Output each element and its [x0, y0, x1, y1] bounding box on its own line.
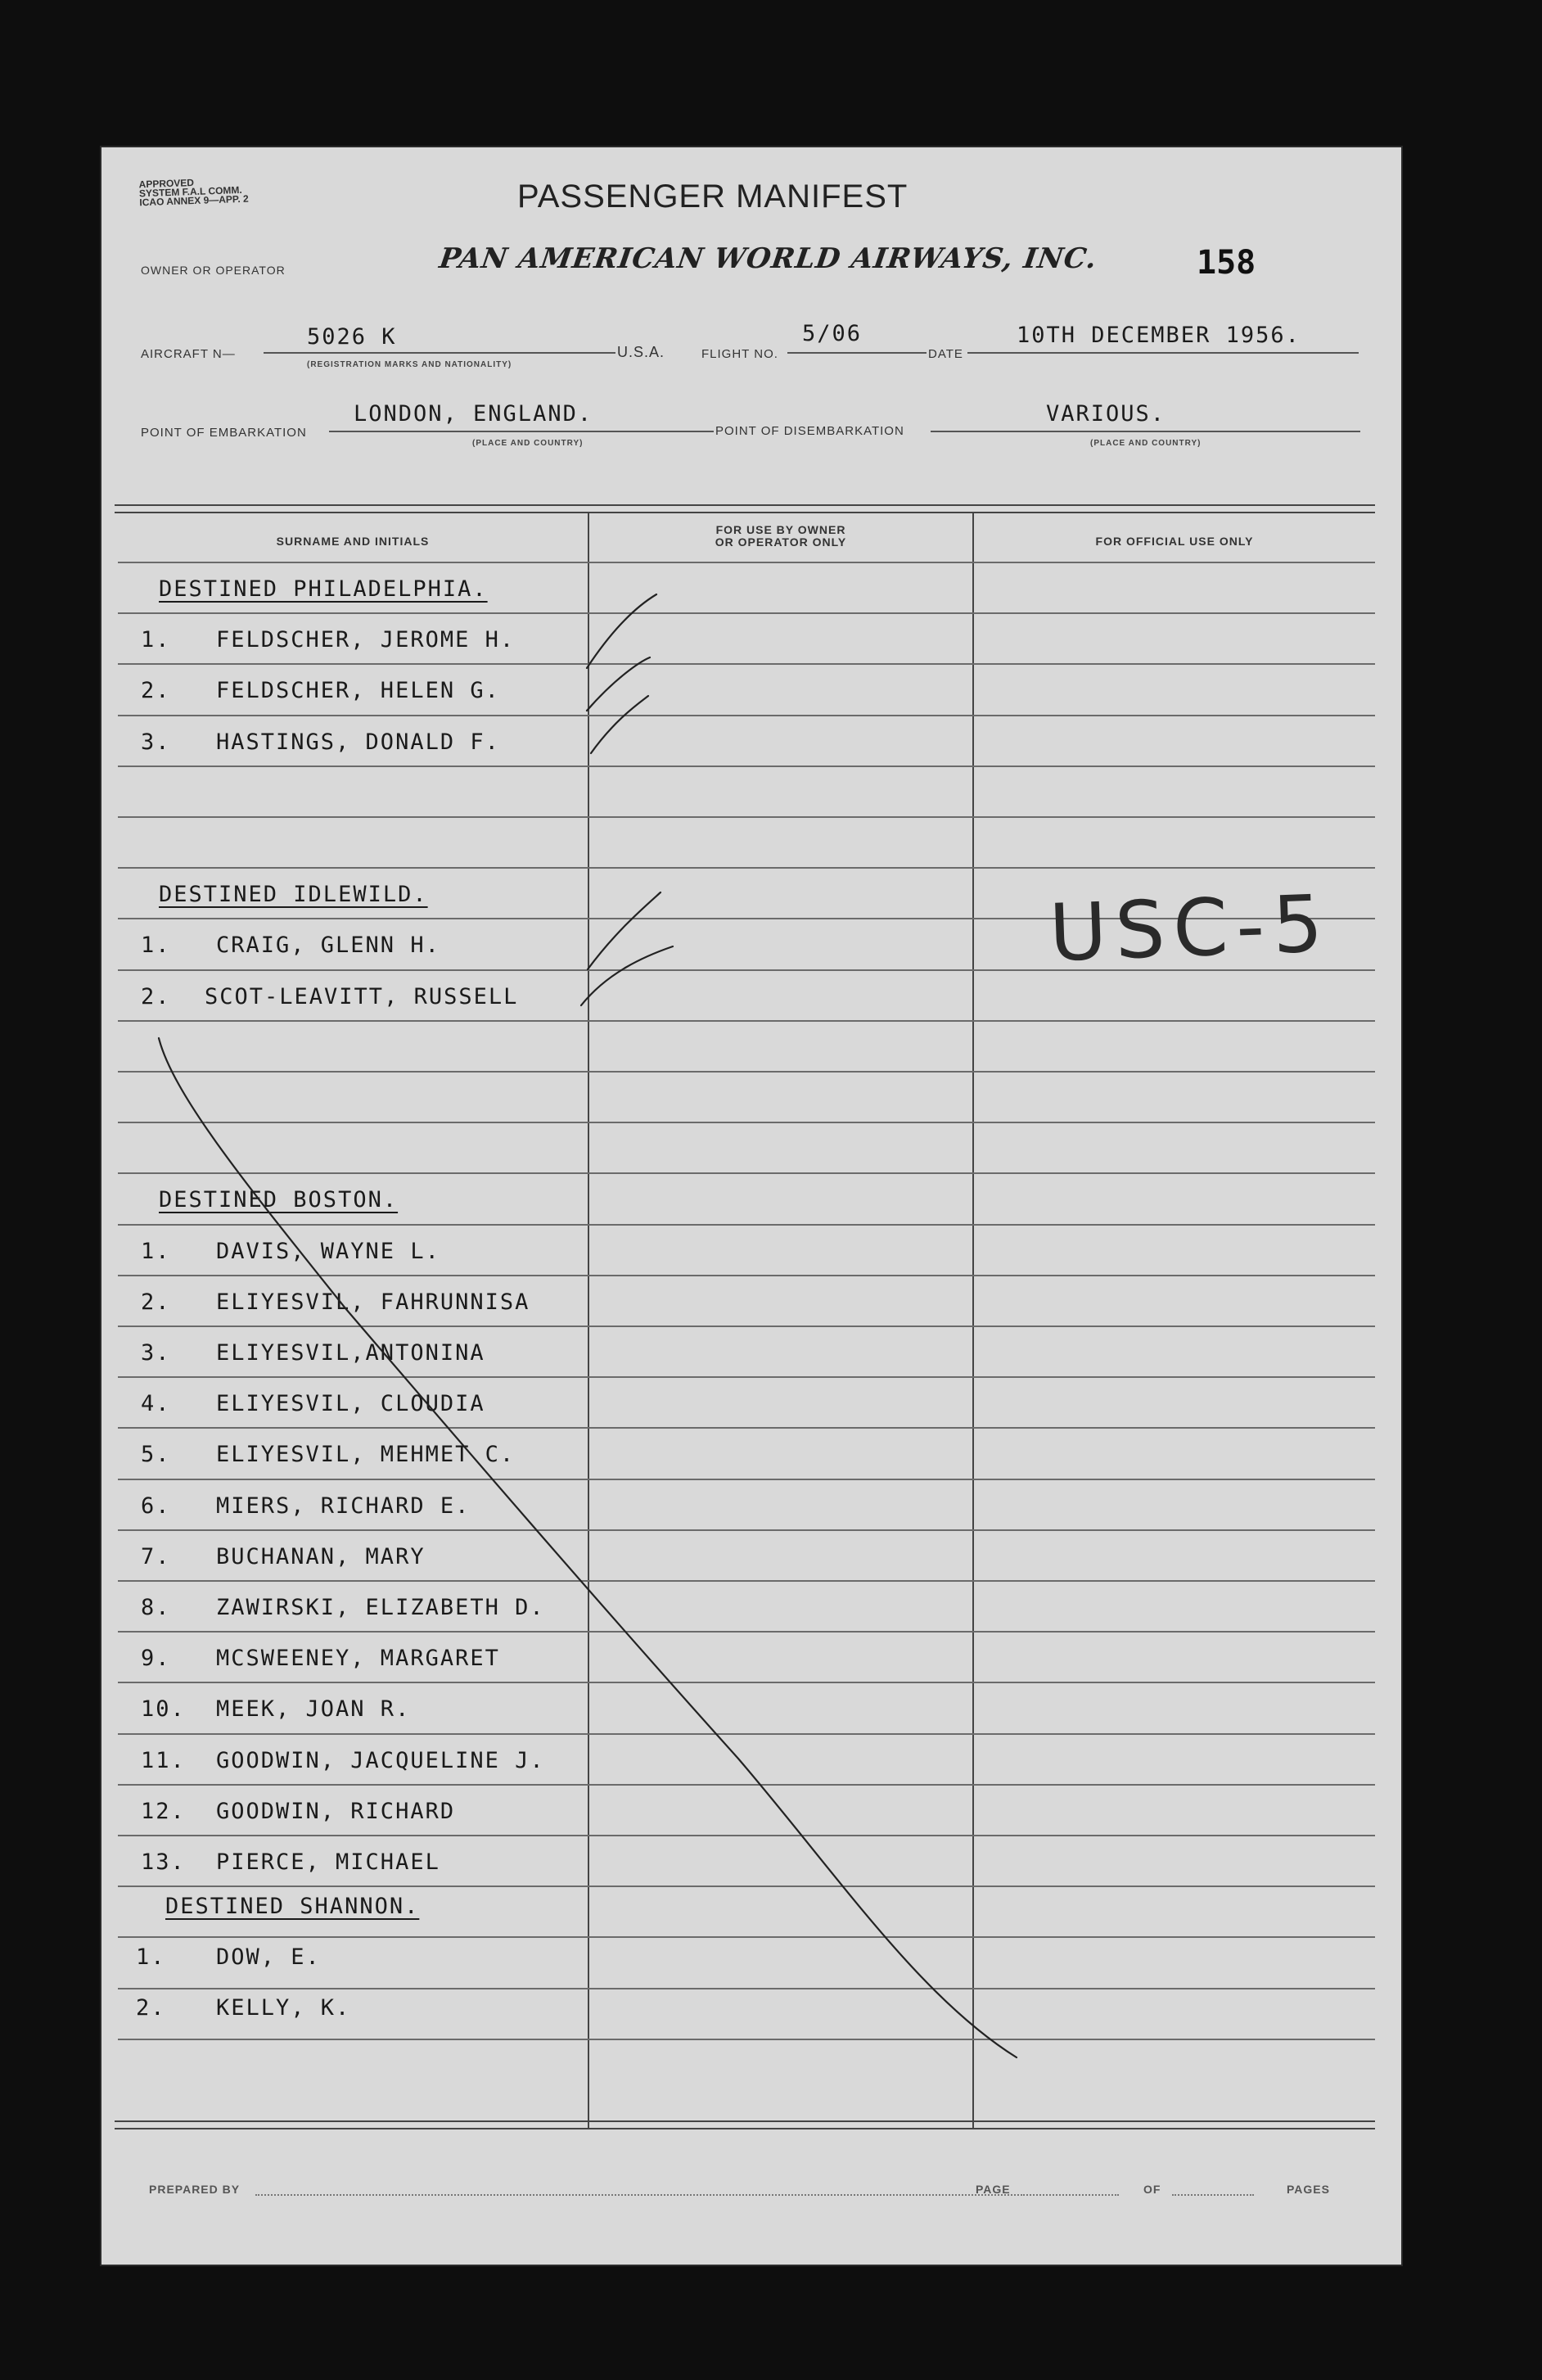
destination-heading: DESTINED PHILADELPHIA.	[159, 576, 488, 602]
passenger-name: ELIYESVIL, FAHRUNNISA	[216, 1289, 530, 1315]
passenger-number: 3.	[141, 1340, 171, 1366]
passenger-name: CRAIG, GLENN H.	[216, 933, 440, 958]
passenger-number: 1.	[136, 1944, 166, 1970]
operator-name: PAN AMERICAN WORLD AIRWAYS, INC.	[437, 242, 1099, 275]
cancel-stroke	[159, 1038, 1017, 2057]
passenger-name: MEEK, JOAN R.	[216, 1696, 411, 1722]
passenger-number: 10.	[141, 1696, 186, 1722]
passenger-name: KELLY, K.	[216, 1995, 351, 2021]
page-line	[1021, 2194, 1119, 2197]
passenger-number: 1.	[141, 627, 171, 653]
checkmark-5	[581, 946, 673, 1005]
embark-label: POINT OF EMBARKATION	[141, 426, 307, 440]
disembark-value: VARIOUS.	[1046, 401, 1166, 427]
passenger-name: DAVIS, WAYNE L.	[216, 1239, 440, 1264]
flight-value: 5/06	[802, 321, 863, 346]
passenger-name: SCOT-LEAVITT, RUSSELL	[205, 984, 519, 1009]
passenger-name: MCSWEENEY, MARGARET	[216, 1646, 500, 1671]
passenger-number: 4.	[141, 1391, 171, 1416]
pages-label: PAGES	[1287, 2183, 1330, 2196]
passenger-name: ELIYESVIL, CLOUDIA	[216, 1391, 485, 1416]
destination-heading: DESTINED IDLEWILD.	[159, 882, 428, 907]
handwritten-marks	[100, 146, 1403, 2266]
page-label: PAGE	[976, 2183, 1011, 2196]
checkmark-3	[591, 696, 648, 753]
passenger-name: ELIYESVIL, MEHMET C.	[216, 1442, 516, 1467]
aircraft-label: AIRCRAFT N—	[141, 347, 236, 361]
passenger-number: 8.	[141, 1595, 171, 1620]
disembark-label: POINT OF DISEMBARKATION	[715, 424, 904, 438]
owner-label: OWNER OR OPERATOR	[141, 264, 286, 277]
approval-stamp: APPROVED SYSTEM F.A.L COMM. ICAO ANNEX 9—APP. 2	[138, 176, 249, 209]
passenger-number: 7.	[141, 1544, 171, 1569]
form-title: PASSENGER MANIFEST	[517, 178, 909, 215]
passenger-number: 1.	[141, 933, 171, 958]
prepared-by-line	[255, 2194, 1025, 2197]
passenger-name: PIERCE, MICHAEL	[216, 1849, 440, 1875]
passenger-number: 1.	[141, 1239, 171, 1264]
passenger-number: 11.	[141, 1748, 186, 1773]
embark-sub: (PLACE AND COUNTRY)	[472, 439, 584, 448]
passenger-number: 2.	[136, 1995, 166, 2021]
passenger-number: 2.	[141, 678, 171, 703]
date-value: 10TH DECEMBER 1956.	[1017, 323, 1301, 348]
official-use-header: FOR OFFICIAL USE ONLY	[1095, 535, 1254, 548]
passenger-number: 13.	[141, 1849, 186, 1875]
passenger-name: GOODWIN, JACQUELINE J.	[216, 1748, 545, 1773]
passenger-number: 3.	[141, 729, 171, 755]
flight-label: FLIGHT NO.	[701, 347, 778, 361]
passenger-number: 2.	[141, 1289, 171, 1315]
manifest-sheet	[100, 146, 1403, 2266]
of-line	[1172, 2194, 1254, 2197]
of-label: OF	[1143, 2183, 1161, 2196]
prepared-by-label: PREPARED BY	[149, 2183, 241, 2196]
destination-heading: DESTINED SHANNON.	[165, 1894, 420, 1919]
passenger-name: GOODWIN, RICHARD	[216, 1799, 456, 1824]
passenger-name: FELDSCHER, JEROME H.	[216, 627, 516, 653]
passenger-number: 6.	[141, 1493, 171, 1519]
operator-use-header: FOR USE BY OWNER OR OPERATOR ONLY	[715, 523, 847, 549]
passenger-number: 9.	[141, 1646, 171, 1671]
passenger-name: HASTINGS, DONALD F.	[216, 729, 500, 755]
passenger-number: 5.	[141, 1442, 171, 1467]
checkmark-1	[587, 594, 656, 668]
passenger-name: ZAWIRSKI, ELIZABETH D.	[216, 1595, 545, 1620]
aircraft-sub: (REGISTRATION MARKS AND NATIONALITY)	[307, 360, 512, 369]
surname-header: SURNAME AND INITIALS	[276, 535, 430, 548]
disembark-sub: (PLACE AND COUNTRY)	[1090, 439, 1202, 448]
passenger-name: BUCHANAN, MARY	[216, 1544, 426, 1569]
passenger-number: 12.	[141, 1799, 186, 1824]
aircraft-value: 5026 K	[307, 324, 397, 350]
page-number: 158	[1197, 244, 1256, 282]
passenger-name: ELIYESVIL,ANTONINA	[216, 1340, 485, 1366]
passenger-number: 2.	[141, 984, 171, 1009]
official-annotation: USC-5	[1048, 878, 1332, 979]
passenger-name: FELDSCHER, HELEN G.	[216, 678, 500, 703]
checkmark-4	[588, 892, 661, 969]
date-label: DATE	[928, 347, 963, 361]
destination-heading: DESTINED BOSTON.	[159, 1187, 399, 1213]
passenger-name: MIERS, RICHARD E.	[216, 1493, 471, 1519]
embark-value: LONDON, ENGLAND.	[354, 401, 593, 427]
usa-label: U.S.A.	[617, 344, 665, 360]
passenger-name: DOW, E.	[216, 1944, 321, 1970]
